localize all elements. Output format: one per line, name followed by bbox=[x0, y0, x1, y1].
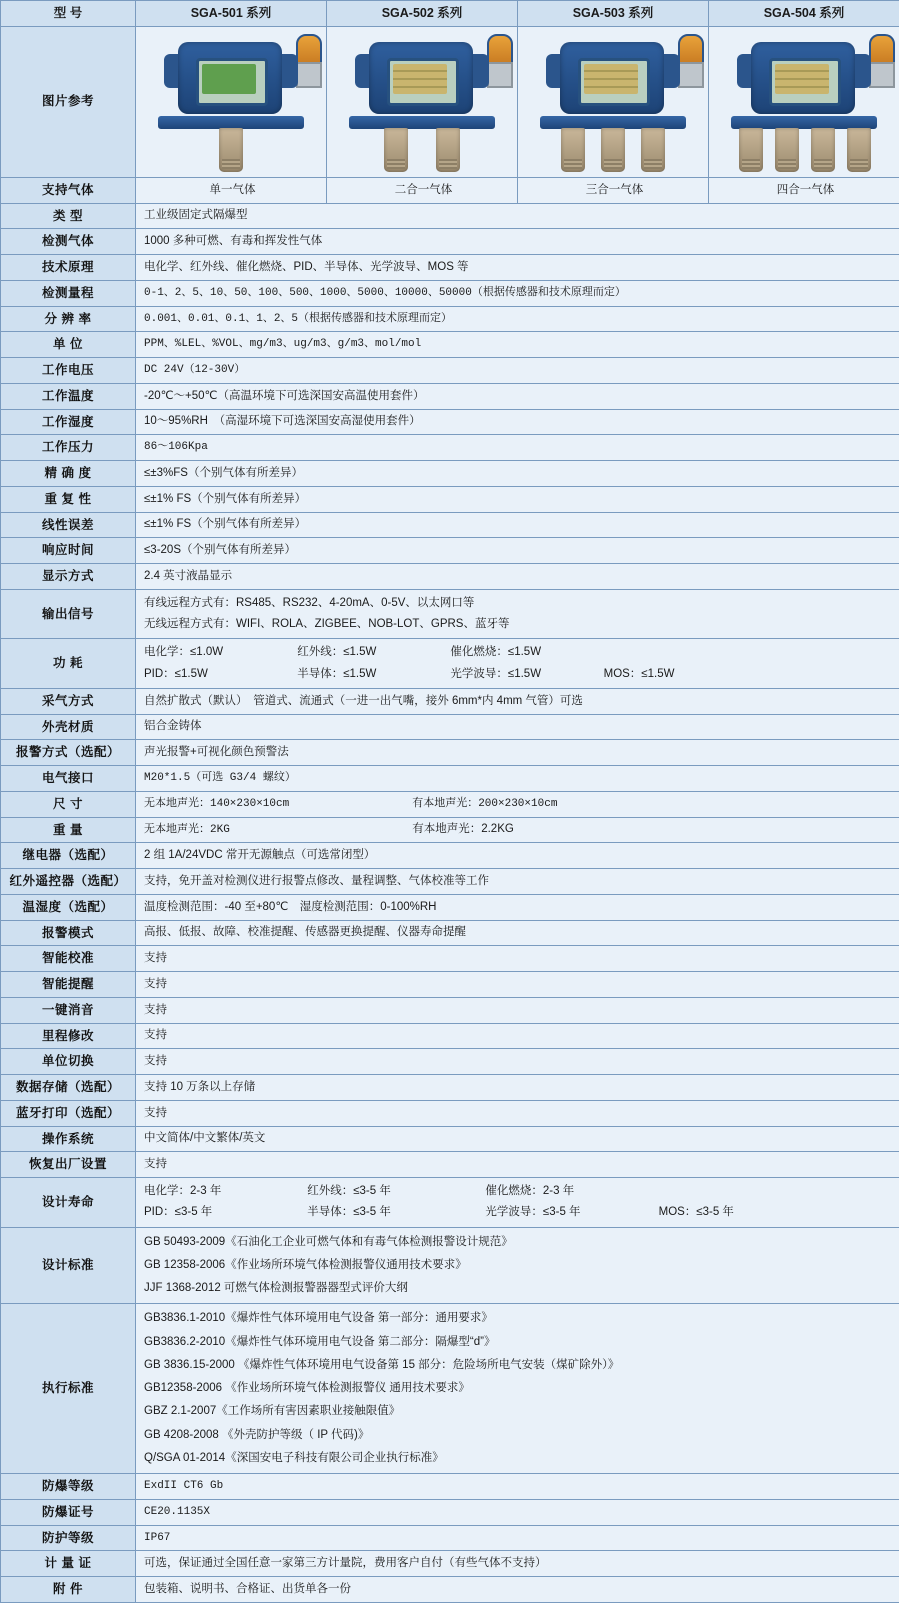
life-electrochemical: 电化学：2-3 年 bbox=[144, 1183, 304, 1200]
sensor-probe bbox=[384, 128, 408, 172]
standard-line: GB3836.1-2010《爆炸性气体环境用电气设备 第一部分：通用要求》 bbox=[144, 1307, 894, 1330]
row-value: 支持 bbox=[136, 946, 899, 972]
weight-with-alarm: 有本地声光：2.2KG bbox=[412, 821, 514, 838]
row-label: 附 件 bbox=[1, 1577, 136, 1603]
table-row-gas-support bbox=[1, 177, 899, 203]
row-value: 1000 多种可燃、有毒和挥发性气体 bbox=[136, 229, 899, 255]
row-label: 分 辨 率 bbox=[1, 306, 136, 332]
row-label: 继电器（选配） bbox=[1, 843, 136, 869]
mount-bracket-right bbox=[664, 54, 680, 88]
life-optical-waveguide: 光学波导：≤3-5 年 bbox=[485, 1204, 655, 1221]
lcd-screen bbox=[584, 64, 638, 94]
sensor-probe bbox=[641, 128, 665, 172]
table-row-bluetooth-print bbox=[1, 1100, 899, 1126]
table-row-design-standard bbox=[1, 1227, 899, 1304]
lifetime-value bbox=[136, 1178, 899, 1228]
row-label: 红外遥控器（选配） bbox=[1, 869, 136, 895]
table-row-data-storage bbox=[1, 1075, 899, 1101]
power-line-1 bbox=[144, 642, 894, 663]
model-502: SGA-502 系列 bbox=[327, 1, 518, 27]
sensor-manifold bbox=[349, 116, 495, 129]
table-row-metrology-cert bbox=[1, 1551, 899, 1577]
mount-bracket-right bbox=[855, 54, 871, 88]
row-value: 高报、低报、故障、校准提醒、传感器更换提醒、仪器寿命提醒 bbox=[136, 920, 899, 946]
row-label: 外壳材质 bbox=[1, 714, 136, 740]
table-row-accuracy bbox=[1, 461, 899, 487]
exec-standard-value bbox=[136, 1304, 899, 1474]
row-value: ≤±1% FS（个别气体有所差异） bbox=[136, 512, 899, 538]
standard-line: GB3836.2-2010《爆炸性气体环境用电气设备 第二部分：隔爆型“d”》 bbox=[144, 1331, 894, 1354]
standard-line: GB12358-2006 《作业场所环境气体检测报警仪 通用技术要求》 bbox=[144, 1377, 894, 1400]
row-value: 支持 bbox=[136, 1100, 899, 1126]
row-value: 0.001、0.01、0.1、1、2、5（根据传感器和技术原理而定） bbox=[136, 306, 899, 332]
lamp-base-icon bbox=[487, 62, 513, 88]
row-value: 2.4 英寸液晶显示 bbox=[136, 564, 899, 590]
row-label: 智能校准 bbox=[1, 946, 136, 972]
sensor-probe bbox=[739, 128, 763, 172]
row-value: 可选，保证通过全国任意一家第三方计量院，费用客户自付（有些气体不支持） bbox=[136, 1551, 899, 1577]
power-semiconductor: 半导体：≤1.5W bbox=[297, 666, 447, 683]
row-value: 声光报警+可视化颜色预警法 bbox=[136, 740, 899, 766]
weight-value bbox=[136, 817, 899, 843]
lifetime-label: 设计寿命 bbox=[1, 1178, 136, 1228]
table-row-image bbox=[1, 26, 899, 177]
row-value: 自然扩散式（默认） 管道式、流通式（一进一出气嘴，接外 6mm*内 4mm 气管）可选 bbox=[136, 688, 899, 714]
dimension-with-alarm: 有本地声光：200×230×10cm bbox=[412, 796, 557, 813]
lifetime-line-2 bbox=[144, 1202, 894, 1223]
row-label: 重 复 性 bbox=[1, 486, 136, 512]
power-catalytic: 催化燃烧：≤1.5W bbox=[450, 644, 600, 661]
gas-support-504: 四合一气体 bbox=[709, 177, 899, 203]
row-label: 报警方式（选配） bbox=[1, 740, 136, 766]
table-row-detect-gas bbox=[1, 229, 899, 255]
standard-line: GB 50493-2009《石油化工企业可燃气体和有毒气体检测报警设计规范》 bbox=[144, 1231, 894, 1254]
row-label: 报警模式 bbox=[1, 920, 136, 946]
table-row-housing bbox=[1, 714, 899, 740]
row-label: 工作电压 bbox=[1, 358, 136, 384]
product-image-504 bbox=[709, 26, 899, 177]
row-value: ≤±3%FS（个别气体有所差异） bbox=[136, 461, 899, 487]
row-value: M20*1.5（可选 G3/4 螺纹） bbox=[136, 766, 899, 792]
row-label: 精 确 度 bbox=[1, 461, 136, 487]
table-row-range-modify bbox=[1, 1023, 899, 1049]
row-value: ExdII CT6 Gb bbox=[136, 1474, 899, 1500]
sensor-manifold bbox=[158, 116, 304, 129]
output-value bbox=[136, 589, 899, 639]
weight-without-alarm: 无本地声光：2KG bbox=[144, 822, 409, 839]
row-value: IP67 bbox=[136, 1525, 899, 1551]
model-501: SGA-501 系列 bbox=[136, 1, 327, 27]
table-row-repeatability bbox=[1, 486, 899, 512]
sensor-probe bbox=[775, 128, 799, 172]
table-row-humidity bbox=[1, 409, 899, 435]
table-row-ex-rating bbox=[1, 1474, 899, 1500]
standard-line: GBZ 2.1-2007《工作场所有害因素职业接触限值》 bbox=[144, 1400, 894, 1423]
sensor-probe bbox=[811, 128, 835, 172]
table-row-smart-calibration bbox=[1, 946, 899, 972]
row-label: 数据存储（选配） bbox=[1, 1075, 136, 1101]
table-row-type bbox=[1, 203, 899, 229]
row-label: 计 量 证 bbox=[1, 1551, 136, 1577]
design-standard-value bbox=[136, 1227, 899, 1304]
gas-support-label: 支持气体 bbox=[1, 177, 136, 203]
gas-support-503: 三合一气体 bbox=[518, 177, 709, 203]
sensor-probe bbox=[219, 128, 243, 172]
row-label: 工作温度 bbox=[1, 383, 136, 409]
detector-illustration-single bbox=[136, 28, 346, 176]
table-row-technology bbox=[1, 255, 899, 281]
standard-line: JJF 1368-2012 可燃气体检测报警器器型式评价大纲 bbox=[144, 1277, 894, 1300]
row-value: 支持 bbox=[136, 972, 899, 998]
table-row-design-life bbox=[1, 1178, 899, 1228]
row-label: 一键消音 bbox=[1, 997, 136, 1023]
table-row-unit bbox=[1, 332, 899, 358]
row-value: 0-1、2、5、10、50、100、500、1000、5000、10000、50000（根据传感器和技术原理而定） bbox=[136, 280, 899, 306]
row-value: 10～95%RH （高湿环境下可选深国安高湿使用套件） bbox=[136, 409, 899, 435]
dimension-without-alarm: 无本地声光：140×230×10cm bbox=[144, 796, 409, 813]
row-value: 电化学、红外线、催化燃烧、PID、半导体、光学波导、MOS 等 bbox=[136, 255, 899, 281]
table-row-unit-switch bbox=[1, 1049, 899, 1075]
row-value: 工业级固定式隔爆型 bbox=[136, 203, 899, 229]
row-label: 技术原理 bbox=[1, 255, 136, 281]
row-value: 2 组 1A/24VDC 常开无源触点（可选常闭型） bbox=[136, 843, 899, 869]
table-row-exec-standard bbox=[1, 1304, 899, 1474]
row-label: 电气接口 bbox=[1, 766, 136, 792]
power-line-2 bbox=[144, 664, 894, 685]
row-label: 防护等级 bbox=[1, 1525, 136, 1551]
table-row-remote-control bbox=[1, 869, 899, 895]
power-mos: MOS：≤1.5W bbox=[604, 666, 744, 683]
lamp-base-icon bbox=[296, 62, 322, 88]
detector-illustration-dual bbox=[327, 28, 537, 176]
table-row-voltage bbox=[1, 358, 899, 384]
row-value: 支持 bbox=[136, 1049, 899, 1075]
table-row-pressure bbox=[1, 435, 899, 461]
mount-bracket-right bbox=[282, 54, 298, 88]
row-label: 响应时间 bbox=[1, 538, 136, 564]
detector-illustration-triple bbox=[518, 28, 728, 176]
dimension-label: 尺 寸 bbox=[1, 791, 136, 817]
model-503: SGA-503 系列 bbox=[518, 1, 709, 27]
row-label: 智能提醒 bbox=[1, 972, 136, 998]
gas-support-502: 二合一气体 bbox=[327, 177, 518, 203]
lamp-base-icon bbox=[869, 62, 895, 88]
table-row-range bbox=[1, 280, 899, 306]
lamp-base-icon bbox=[678, 62, 704, 88]
power-value bbox=[136, 639, 899, 689]
power-pid: PID：≤1.5W bbox=[144, 666, 294, 683]
row-label: 单位切换 bbox=[1, 1049, 136, 1075]
lcd-screen bbox=[393, 64, 447, 94]
row-label: 防爆证号 bbox=[1, 1499, 136, 1525]
table-row-electrical-interface bbox=[1, 766, 899, 792]
table-row-temp-humidity-option bbox=[1, 894, 899, 920]
model-504: SGA-504 系列 bbox=[709, 1, 899, 27]
row-label: 线性误差 bbox=[1, 512, 136, 538]
standard-line: GB 3836.15-2000 《爆炸性气体环境用电气设备第 15 部分：危险场所电气安装（煤矿除外）》 bbox=[144, 1354, 894, 1377]
row-value: -20℃～+50℃（高温环境下可选深国安高温使用套件） bbox=[136, 383, 899, 409]
life-semiconductor: 半导体：≤3-5 年 bbox=[307, 1204, 482, 1221]
row-value: 中文简体/中文繁体/英文 bbox=[136, 1126, 899, 1152]
row-value: 支持 bbox=[136, 997, 899, 1023]
row-label: 工作湿度 bbox=[1, 409, 136, 435]
row-value: DC 24V（12-30V） bbox=[136, 358, 899, 384]
row-value: 包装箱、说明书、合格证、出货单各一份 bbox=[136, 1577, 899, 1603]
table-row-dimension bbox=[1, 791, 899, 817]
life-catalytic: 催化燃烧：2-3 年 bbox=[485, 1183, 655, 1200]
table-row-sampling bbox=[1, 688, 899, 714]
row-value: 86～106Kpa bbox=[136, 435, 899, 461]
table-row-smart-reminder bbox=[1, 972, 899, 998]
power-label: 功 耗 bbox=[1, 639, 136, 689]
table-row-linearity bbox=[1, 512, 899, 538]
life-mos: MOS：≤3-5 年 bbox=[659, 1204, 789, 1221]
output-label: 输出信号 bbox=[1, 589, 136, 639]
lcd-screen bbox=[202, 64, 256, 94]
weight-label: 重 量 bbox=[1, 817, 136, 843]
row-value: CE20.1135X bbox=[136, 1499, 899, 1525]
table-row-accessories bbox=[1, 1577, 899, 1603]
product-image-502 bbox=[327, 26, 518, 177]
row-value: 铝合金铸体 bbox=[136, 714, 899, 740]
row-value: 支持 10 万条以上存储 bbox=[136, 1075, 899, 1101]
row-label: 工作压力 bbox=[1, 435, 136, 461]
table-row-factory-reset bbox=[1, 1152, 899, 1178]
table-row-display bbox=[1, 564, 899, 590]
row-value: 支持 bbox=[136, 1023, 899, 1049]
table-row-response-time bbox=[1, 538, 899, 564]
sensor-probe bbox=[847, 128, 871, 172]
row-value: ≤3-20S（个别气体有所差异） bbox=[136, 538, 899, 564]
row-label: 检测气体 bbox=[1, 229, 136, 255]
table-row-ex-certificate bbox=[1, 1499, 899, 1525]
row-label: 显示方式 bbox=[1, 564, 136, 590]
row-label: 防爆等级 bbox=[1, 1474, 136, 1500]
row-value: 支持，免开盖对检测仪进行报警点修改、量程调整、气体校准等工作 bbox=[136, 869, 899, 895]
row-label: 单 位 bbox=[1, 332, 136, 358]
life-pid: PID：≤3-5 年 bbox=[144, 1204, 304, 1221]
gas-support-501: 单一气体 bbox=[136, 177, 327, 203]
product-image-503 bbox=[518, 26, 709, 177]
row-value: 温度检测范围：-40 至+80℃ 湿度检测范围：0-100%RH bbox=[136, 894, 899, 920]
row-label: 温湿度（选配） bbox=[1, 894, 136, 920]
standard-line: Q/SGA 01-2014《深国安电子科技有限公司企业执行标准》 bbox=[144, 1447, 894, 1470]
power-infrared: 红外线：≤1.5W bbox=[297, 644, 447, 661]
table-row-ip-rating bbox=[1, 1525, 899, 1551]
sensor-probe bbox=[436, 128, 460, 172]
row-label: 检测量程 bbox=[1, 280, 136, 306]
table-row-relay bbox=[1, 843, 899, 869]
table-row-power bbox=[1, 639, 899, 689]
model-label: 型 号 bbox=[1, 1, 136, 27]
life-infrared: 红外线：≤3-5 年 bbox=[307, 1183, 482, 1200]
standard-line: GB 12358-2006《作业场所环境气体检测报警仪通用技术要求》 bbox=[144, 1254, 894, 1277]
sensor-manifold bbox=[540, 116, 686, 129]
output-wireless: 无线远程方式有：WIFI、ROLA、ZIGBEE、NOB-LOT、GPRS、蓝牙等 bbox=[144, 614, 894, 635]
dimension-value bbox=[136, 791, 899, 817]
standard-line: GB 4208-2008 《外壳防护等级（ IP 代码)》 bbox=[144, 1424, 894, 1447]
power-electrochemical: 电化学：≤1.0W bbox=[144, 644, 294, 661]
power-optical-waveguide: 光学波导：≤1.5W bbox=[450, 666, 600, 683]
exec-standard-label: 执行标准 bbox=[1, 1304, 136, 1474]
table-row-alarm-mode bbox=[1, 920, 899, 946]
lcd-screen bbox=[775, 64, 829, 94]
row-label: 里程修改 bbox=[1, 1023, 136, 1049]
row-value: 支持 bbox=[136, 1152, 899, 1178]
table-row-resolution bbox=[1, 306, 899, 332]
row-label: 操作系统 bbox=[1, 1126, 136, 1152]
row-label: 采气方式 bbox=[1, 688, 136, 714]
output-wired: 有线远程方式有：RS485、RS232、4-20mA、0-5V、以太网口等 bbox=[144, 593, 894, 614]
table-row-temperature bbox=[1, 383, 899, 409]
sensor-probe bbox=[561, 128, 585, 172]
design-standard-label: 设计标准 bbox=[1, 1227, 136, 1304]
detector-illustration-quad bbox=[709, 28, 899, 176]
row-label: 类 型 bbox=[1, 203, 136, 229]
table-row-os bbox=[1, 1126, 899, 1152]
table-row-model-header bbox=[1, 1, 899, 27]
lifetime-line-1 bbox=[144, 1181, 894, 1202]
table-row-one-key-mute bbox=[1, 997, 899, 1023]
product-image-501 bbox=[136, 26, 327, 177]
row-label: 恢复出厂设置 bbox=[1, 1152, 136, 1178]
sensor-manifold bbox=[731, 116, 877, 129]
table-row-alarm-type bbox=[1, 740, 899, 766]
row-value: ≤±1% FS（个别气体有所差异） bbox=[136, 486, 899, 512]
row-label: 蓝牙打印（选配） bbox=[1, 1100, 136, 1126]
image-row-label: 图片参考 bbox=[1, 26, 136, 177]
table-row-weight bbox=[1, 817, 899, 843]
mount-bracket-right bbox=[473, 54, 489, 88]
table-row-output-signal bbox=[1, 589, 899, 639]
row-value: PPM、%LEL、%VOL、mg/m3、ug/m3、g/m3、mol/mol bbox=[136, 332, 899, 358]
sensor-probe bbox=[601, 128, 625, 172]
